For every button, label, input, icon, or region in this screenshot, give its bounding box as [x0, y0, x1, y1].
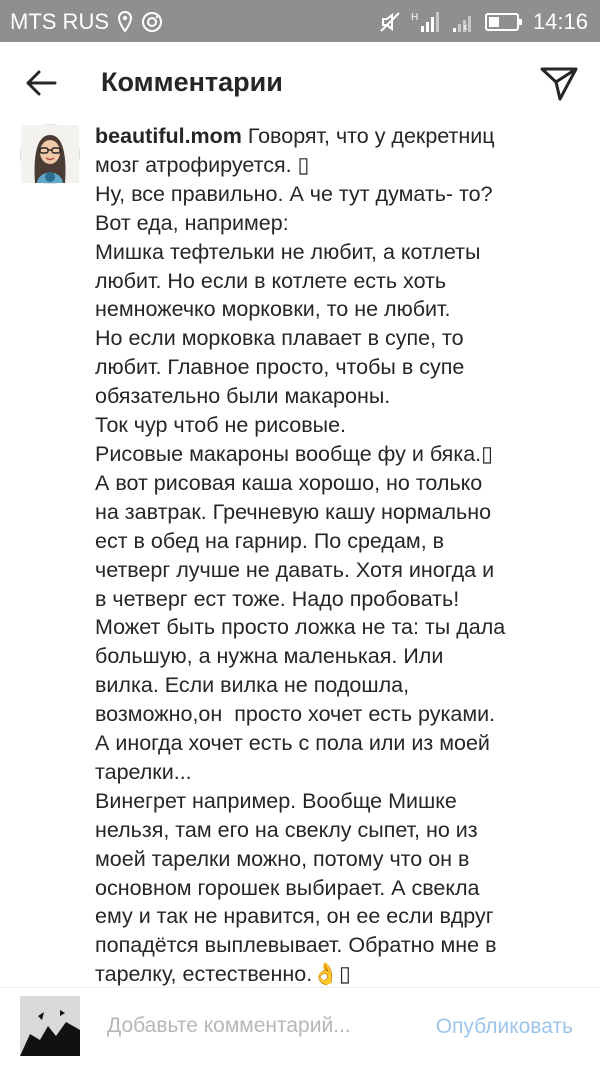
- publish-button[interactable]: Опубликовать: [435, 1015, 573, 1038]
- signal-weak-icon: [451, 10, 475, 34]
- back-button[interactable]: [22, 64, 60, 102]
- user-avatar-illustration: [20, 996, 80, 1056]
- comment-input-bar: [0, 987, 600, 1066]
- status-bar-right: [379, 9, 588, 35]
- svg-text:H: H: [410, 12, 419, 23]
- location-icon: [117, 11, 133, 33]
- comment-input[interactable]: [107, 1014, 397, 1038]
- status-bar-left: [10, 9, 163, 35]
- comment-thread: [0, 122, 600, 987]
- paper-plane-icon: [538, 62, 580, 104]
- direct-share-button[interactable]: [538, 62, 580, 104]
- comment-text: Говорят, что у декретниц мозг атрофируется. ▯ Ну, все правильно. А че тут думать- то? Вот еда, например: Мишка тефтельки не любит, а котлеты любит. Но если в котлете есть хоть немножечко морковки, то не любит. Но если морковка плавает в супе, то любит. Главное просто, чтобы в супе обязательно были макароны. Ток чур чтоб не рисовые. Рисовые макароны вообще фу и бяка.▯ А вот рисовая каша хорошо, но только на завтрак. Гречневую кашу нормально ест в обед на гарнир. По средам, в четверг лучше не давать. Хотя иногда и в четверг ест тоже. Надо пробовать! Может быть просто ложка не та: ты дала большую, а нужна маленькая. Или вилка. Если вилка не подошла, возможно,он просто хочет есть руками. А иногда хочет есть с пола или из моей тарелки... Винегрет например. Вообще Мишке нельзя, там его на свеклу сыпет, но из моей тарелки можно, потому что он в основном горошек выбирает. А свекла ему и так не нравится, он ее если вдруг попадётся выплевывает. Обратно мне в тарелку, естественно.👌▯: [95, 124, 506, 987]
- page-title: Комментарии: [101, 67, 283, 97]
- comment-body: [95, 122, 585, 1047]
- carrier-name: MTS RUS: [10, 9, 109, 34]
- user-avatar: [20, 996, 80, 1056]
- header: [0, 42, 600, 122]
- clock: 14:16: [532, 9, 588, 34]
- svg-text:x: x: [462, 22, 468, 32]
- instagram-notification-icon: [141, 11, 163, 33]
- avatar-illustration: [21, 125, 79, 183]
- commenter-avatar[interactable]: [20, 124, 80, 184]
- comment-username[interactable]: beautiful.mom: [95, 124, 242, 148]
- signal-h-icon: [411, 10, 441, 34]
- battery-icon: [485, 12, 523, 32]
- mute-icon: [379, 11, 401, 33]
- arrow-left-icon: [22, 64, 60, 102]
- status-bar: [0, 0, 600, 42]
